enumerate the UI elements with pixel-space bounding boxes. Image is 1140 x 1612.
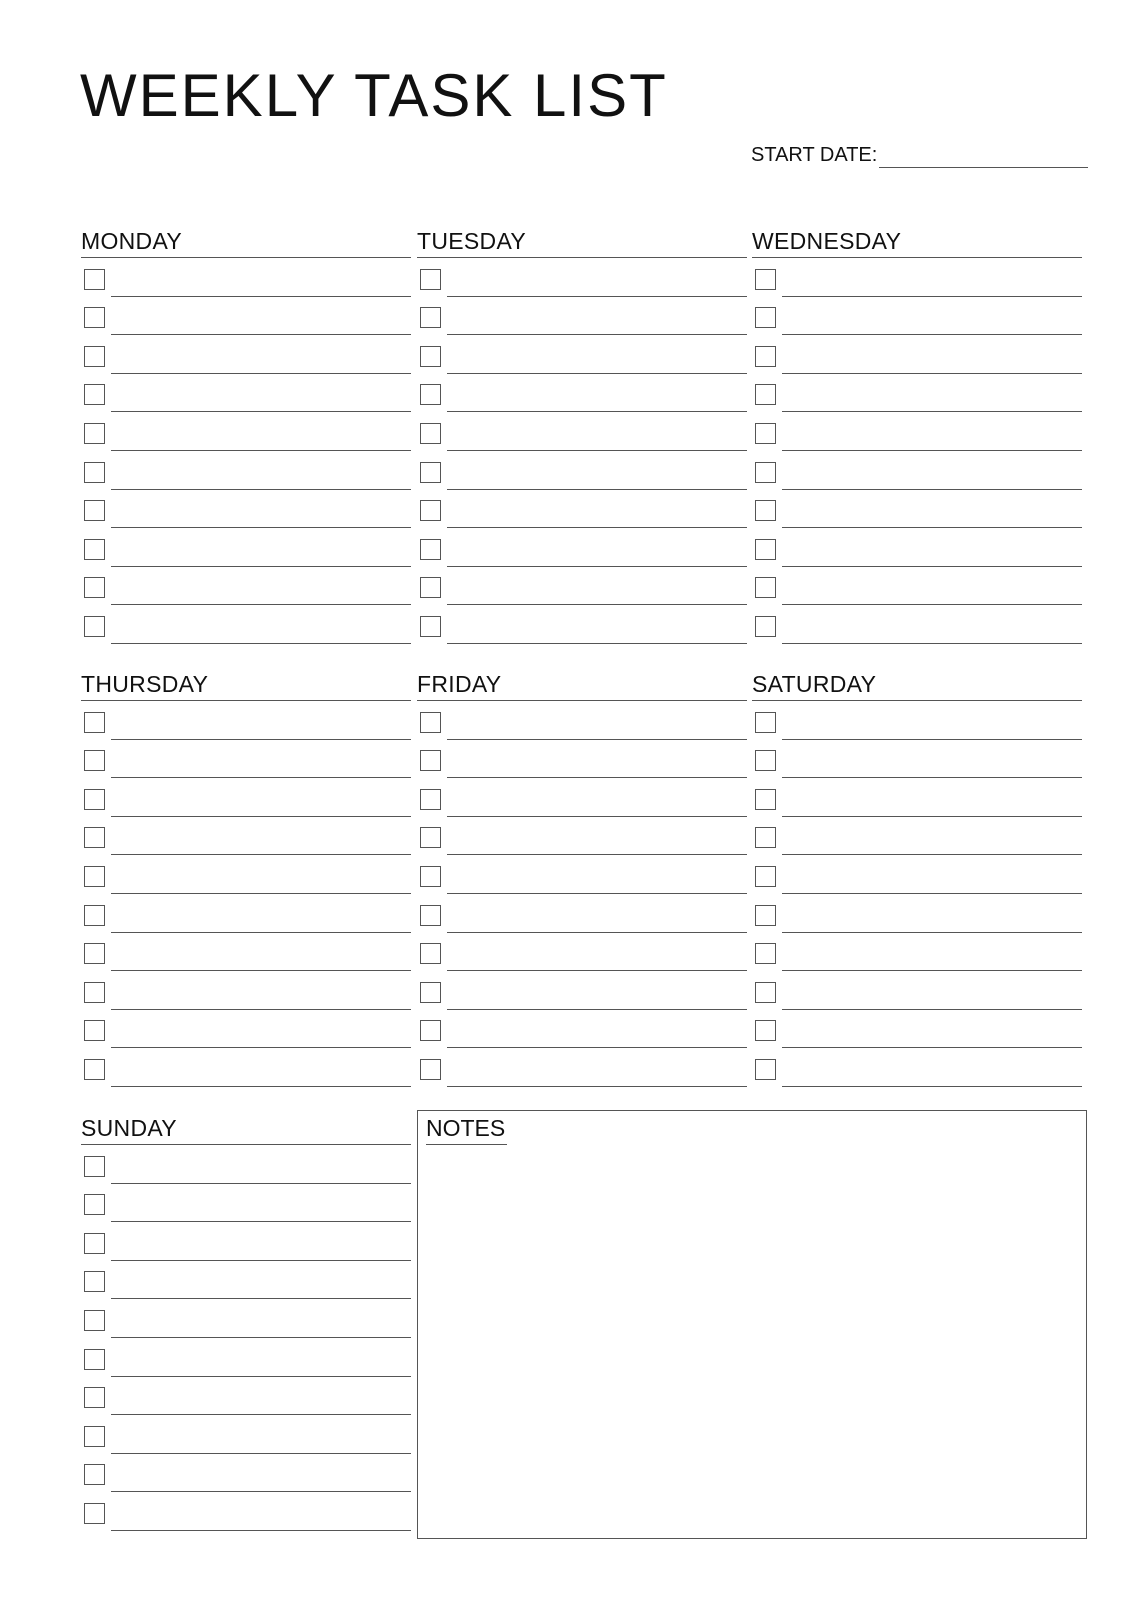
task-row [81, 1261, 411, 1300]
task-row [81, 933, 411, 972]
task-checkbox[interactable] [84, 1194, 105, 1215]
task-checkbox[interactable] [84, 827, 105, 848]
task-input-line[interactable] [111, 412, 411, 451]
task-row [752, 778, 1082, 817]
task-input-line[interactable] [111, 855, 411, 894]
task-row [752, 412, 1082, 451]
task-checkbox[interactable] [755, 269, 776, 290]
task-checkbox[interactable] [755, 905, 776, 926]
task-input-line[interactable] [782, 451, 1082, 490]
task-checkbox[interactable] [84, 462, 105, 483]
task-input-line[interactable] [782, 971, 1082, 1010]
task-checkbox[interactable] [84, 307, 105, 328]
task-checkbox[interactable] [755, 307, 776, 328]
task-row [752, 567, 1082, 606]
task-checkbox[interactable] [420, 827, 441, 848]
task-input-line[interactable] [111, 894, 411, 933]
task-input-line[interactable] [111, 567, 411, 606]
task-row [81, 374, 411, 413]
task-checkbox[interactable] [84, 1387, 105, 1408]
task-checkbox[interactable] [755, 500, 776, 521]
day-heading: SATURDAY [752, 671, 1082, 701]
task-input-line[interactable] [111, 374, 411, 413]
task-input-line[interactable] [447, 1048, 747, 1087]
task-checkbox[interactable] [84, 1503, 105, 1524]
task-list [81, 1145, 411, 1531]
task-input-line[interactable] [111, 1010, 411, 1049]
task-row [81, 567, 411, 606]
task-input-line[interactable] [447, 451, 747, 490]
task-checkbox[interactable] [755, 384, 776, 405]
task-row [81, 1222, 411, 1261]
task-input-line[interactable] [447, 258, 747, 297]
task-row [752, 335, 1082, 374]
task-checkbox[interactable] [755, 346, 776, 367]
day-block-wednesday [752, 228, 1082, 644]
task-checkbox[interactable] [84, 577, 105, 598]
task-input-line[interactable] [447, 335, 747, 374]
task-checkbox[interactable] [84, 1271, 105, 1292]
task-checkbox[interactable] [420, 307, 441, 328]
task-row [81, 894, 411, 933]
task-row [417, 567, 747, 606]
page-title: WEEKLY TASK LIST [80, 62, 668, 129]
task-checkbox[interactable] [84, 789, 105, 810]
task-input-line[interactable] [111, 971, 411, 1010]
task-row [417, 855, 747, 894]
task-list [752, 701, 1082, 1087]
day-block-thursday [81, 671, 411, 1087]
task-row [81, 1184, 411, 1223]
task-checkbox[interactable] [755, 577, 776, 598]
task-input-line[interactable] [111, 1184, 411, 1223]
task-input-line[interactable] [782, 855, 1082, 894]
day-heading: WEDNESDAY [752, 228, 1082, 258]
task-checkbox[interactable] [755, 1059, 776, 1080]
task-input-line[interactable] [447, 778, 747, 817]
task-checkbox[interactable] [420, 1020, 441, 1041]
task-checkbox[interactable] [84, 982, 105, 1003]
task-row [752, 451, 1082, 490]
task-checkbox[interactable] [755, 539, 776, 560]
task-row [417, 412, 747, 451]
task-row [417, 1010, 747, 1049]
task-row [752, 701, 1082, 740]
task-input-line[interactable] [111, 1222, 411, 1261]
task-row [752, 1048, 1082, 1087]
task-checkbox[interactable] [755, 866, 776, 887]
task-checkbox[interactable] [420, 905, 441, 926]
task-input-line[interactable] [782, 605, 1082, 644]
task-input-line[interactable] [111, 701, 411, 740]
task-row [81, 778, 411, 817]
task-input-line[interactable] [447, 817, 747, 856]
task-checkbox[interactable] [84, 384, 105, 405]
task-checkbox[interactable] [420, 269, 441, 290]
task-input-line[interactable] [782, 894, 1082, 933]
task-row [81, 605, 411, 644]
task-input-line[interactable] [111, 817, 411, 856]
task-input-line[interactable] [447, 297, 747, 336]
task-row [752, 855, 1082, 894]
day-block-sunday [81, 1115, 411, 1531]
task-checkbox[interactable] [755, 462, 776, 483]
task-row [417, 740, 747, 779]
task-row [752, 1010, 1082, 1049]
task-list [752, 258, 1082, 644]
task-input-line[interactable] [111, 933, 411, 972]
task-row [81, 817, 411, 856]
task-row [417, 1048, 747, 1087]
task-input-line[interactable] [447, 971, 747, 1010]
task-input-line[interactable] [782, 1010, 1082, 1049]
day-block-tuesday [417, 228, 747, 644]
task-input-line[interactable] [782, 817, 1082, 856]
task-row [81, 1454, 411, 1493]
task-input-line[interactable] [782, 740, 1082, 779]
task-input-line[interactable] [447, 490, 747, 529]
task-input-line[interactable] [447, 740, 747, 779]
task-input-line[interactable] [111, 1048, 411, 1087]
task-list [417, 258, 747, 644]
task-checkbox[interactable] [84, 1059, 105, 1080]
task-checkbox[interactable] [420, 789, 441, 810]
task-input-line[interactable] [111, 1492, 411, 1531]
task-checkbox[interactable] [755, 943, 776, 964]
task-input-line[interactable] [782, 528, 1082, 567]
task-input-line[interactable] [111, 778, 411, 817]
task-input-line[interactable] [111, 297, 411, 336]
task-checkbox[interactable] [84, 1020, 105, 1041]
notes-heading: NOTES [426, 1117, 507, 1145]
task-row [81, 1377, 411, 1416]
start-date-input-line[interactable] [879, 140, 1088, 168]
task-row [752, 258, 1082, 297]
task-input-line[interactable] [447, 855, 747, 894]
task-input-line[interactable] [447, 894, 747, 933]
task-input-line[interactable] [782, 412, 1082, 451]
task-checkbox[interactable] [84, 346, 105, 367]
task-row [752, 817, 1082, 856]
task-input-line[interactable] [111, 1377, 411, 1416]
task-checkbox[interactable] [84, 905, 105, 926]
task-checkbox[interactable] [84, 866, 105, 887]
task-row [752, 740, 1082, 779]
task-checkbox[interactable] [420, 866, 441, 887]
task-row [417, 701, 747, 740]
task-row [752, 528, 1082, 567]
task-checkbox[interactable] [420, 616, 441, 637]
task-input-line[interactable] [782, 567, 1082, 606]
task-checkbox[interactable] [84, 943, 105, 964]
task-input-line[interactable] [111, 1454, 411, 1493]
task-checkbox[interactable] [755, 789, 776, 810]
task-checkbox[interactable] [755, 616, 776, 637]
task-input-line[interactable] [447, 528, 747, 567]
task-checkbox[interactable] [84, 539, 105, 560]
task-checkbox[interactable] [84, 616, 105, 637]
task-row [417, 971, 747, 1010]
task-row [81, 1415, 411, 1454]
task-checkbox[interactable] [755, 1020, 776, 1041]
task-input-line[interactable] [111, 258, 411, 297]
task-input-line[interactable] [782, 258, 1082, 297]
task-checkbox[interactable] [420, 500, 441, 521]
task-list [417, 701, 747, 1087]
task-checkbox[interactable] [420, 423, 441, 444]
start-date-field[interactable] [751, 140, 1088, 168]
task-row [417, 933, 747, 972]
task-row [752, 605, 1082, 644]
task-input-line[interactable] [111, 1415, 411, 1454]
task-row [752, 374, 1082, 413]
task-checkbox[interactable] [420, 943, 441, 964]
task-input-line[interactable] [447, 1010, 747, 1049]
task-row [417, 528, 747, 567]
task-row [81, 1145, 411, 1184]
task-input-line[interactable] [782, 778, 1082, 817]
task-row [81, 1048, 411, 1087]
task-input-line[interactable] [782, 933, 1082, 972]
task-checkbox[interactable] [755, 750, 776, 771]
task-checkbox[interactable] [84, 1156, 105, 1177]
task-checkbox[interactable] [755, 712, 776, 733]
day-heading: SUNDAY [81, 1115, 411, 1145]
task-input-line[interactable] [111, 605, 411, 644]
task-row [81, 701, 411, 740]
task-input-line[interactable] [782, 701, 1082, 740]
day-heading: THURSDAY [81, 671, 411, 701]
task-row [417, 451, 747, 490]
task-checkbox[interactable] [84, 1310, 105, 1331]
task-row [417, 258, 747, 297]
day-heading: FRIDAY [417, 671, 747, 701]
task-checkbox[interactable] [84, 1426, 105, 1447]
task-row [81, 490, 411, 529]
task-checkbox[interactable] [420, 384, 441, 405]
task-row [81, 412, 411, 451]
task-input-line[interactable] [782, 335, 1082, 374]
task-row [81, 528, 411, 567]
task-input-line[interactable] [111, 335, 411, 374]
task-input-line[interactable] [447, 701, 747, 740]
task-input-line[interactable] [111, 1338, 411, 1377]
task-row [417, 894, 747, 933]
task-row [417, 605, 747, 644]
task-checkbox[interactable] [420, 346, 441, 367]
task-checkbox[interactable] [420, 982, 441, 1003]
task-input-line[interactable] [447, 605, 747, 644]
task-row [81, 971, 411, 1010]
day-block-monday [81, 228, 411, 644]
task-input-line[interactable] [782, 374, 1082, 413]
task-checkbox[interactable] [755, 827, 776, 848]
task-checkbox[interactable] [84, 423, 105, 444]
task-checkbox[interactable] [420, 577, 441, 598]
task-row [81, 1010, 411, 1049]
task-input-line[interactable] [447, 567, 747, 606]
task-checkbox[interactable] [84, 1349, 105, 1370]
task-input-line[interactable] [111, 1261, 411, 1300]
task-input-line[interactable] [447, 374, 747, 413]
task-checkbox[interactable] [84, 1233, 105, 1254]
task-row [81, 1492, 411, 1531]
task-input-line[interactable] [111, 451, 411, 490]
task-checkbox[interactable] [84, 750, 105, 771]
day-block-saturday [752, 671, 1082, 1087]
day-heading: MONDAY [81, 228, 411, 258]
task-input-line[interactable] [111, 528, 411, 567]
task-checkbox[interactable] [420, 462, 441, 483]
task-row [417, 335, 747, 374]
task-row [752, 971, 1082, 1010]
task-row [752, 490, 1082, 529]
task-checkbox[interactable] [84, 269, 105, 290]
task-row [417, 297, 747, 336]
task-checkbox[interactable] [420, 539, 441, 560]
task-row [81, 297, 411, 336]
task-checkbox[interactable] [84, 712, 105, 733]
task-input-line[interactable] [782, 490, 1082, 529]
task-input-line[interactable] [111, 740, 411, 779]
day-heading: TUESDAY [417, 228, 747, 258]
task-list [81, 258, 411, 644]
task-row [81, 258, 411, 297]
task-row [417, 490, 747, 529]
task-input-line[interactable] [447, 933, 747, 972]
task-checkbox[interactable] [84, 500, 105, 521]
task-row [752, 933, 1082, 972]
task-checkbox[interactable] [755, 423, 776, 444]
task-row [81, 1338, 411, 1377]
task-checkbox[interactable] [420, 750, 441, 771]
task-row [81, 451, 411, 490]
day-block-friday [417, 671, 747, 1087]
task-row [752, 297, 1082, 336]
task-input-line[interactable] [111, 1299, 411, 1338]
start-date-label: START DATE: [751, 144, 878, 166]
task-input-line[interactable] [447, 412, 747, 451]
task-row [81, 335, 411, 374]
task-row [81, 740, 411, 779]
task-row [417, 817, 747, 856]
task-row [752, 894, 1082, 933]
task-list [81, 701, 411, 1087]
task-row [81, 855, 411, 894]
task-checkbox[interactable] [420, 712, 441, 733]
task-row [417, 778, 747, 817]
task-input-line[interactable] [111, 490, 411, 529]
task-checkbox[interactable] [420, 1059, 441, 1080]
task-input-line[interactable] [782, 1048, 1082, 1087]
task-checkbox[interactable] [84, 1464, 105, 1485]
task-row [81, 1299, 411, 1338]
notes-area[interactable] [417, 1110, 1087, 1539]
task-input-line[interactable] [782, 297, 1082, 336]
task-row [417, 374, 747, 413]
task-checkbox[interactable] [755, 982, 776, 1003]
task-input-line[interactable] [111, 1145, 411, 1184]
